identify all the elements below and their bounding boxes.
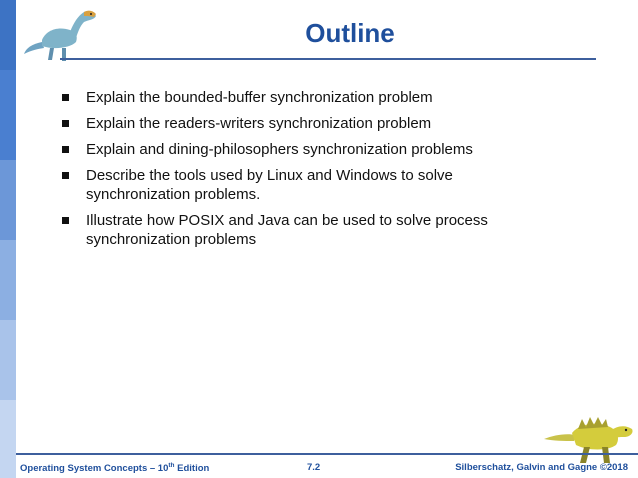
square-bullet-icon: [62, 120, 69, 127]
square-bullet-icon: [62, 217, 69, 224]
bullet-text: Explain the bounded-buffer synchronization problem: [86, 89, 433, 106]
bullet-text: Describe the tools used by Linux and Windows to solve synchronization problems.: [86, 167, 453, 203]
footer-copyright: Silberschatz, Galvin and Gagne ©2018: [455, 462, 628, 473]
square-bullet-icon: [62, 94, 69, 101]
title-divider: [60, 58, 596, 60]
footer-page-number: 7.2: [307, 462, 321, 473]
bullet-text: Explain and dining-philosophers synchronization problems: [86, 141, 473, 158]
footer-divider: [16, 453, 638, 455]
bullet-text: Explain the readers-writers synchronization problem: [86, 115, 432, 132]
square-bullet-icon: [62, 146, 69, 153]
list-item: [62, 88, 522, 107]
footer-book-title: Operating System Concepts – 10th Edition: [20, 462, 210, 475]
list-item: [62, 211, 522, 249]
list-item: [62, 114, 522, 133]
slide-title: Outline: [305, 18, 395, 48]
list-item: [62, 140, 522, 159]
square-bullet-icon: [62, 172, 69, 179]
left-sidebar-bar: [0, 0, 16, 478]
list-item: [62, 166, 522, 204]
dinosaur-bottom-icon: [538, 405, 636, 465]
bullet-text: Illustrate how POSIX and Java can be used to solve process synchronization problems: [86, 212, 488, 248]
bullet-list: [62, 88, 522, 256]
